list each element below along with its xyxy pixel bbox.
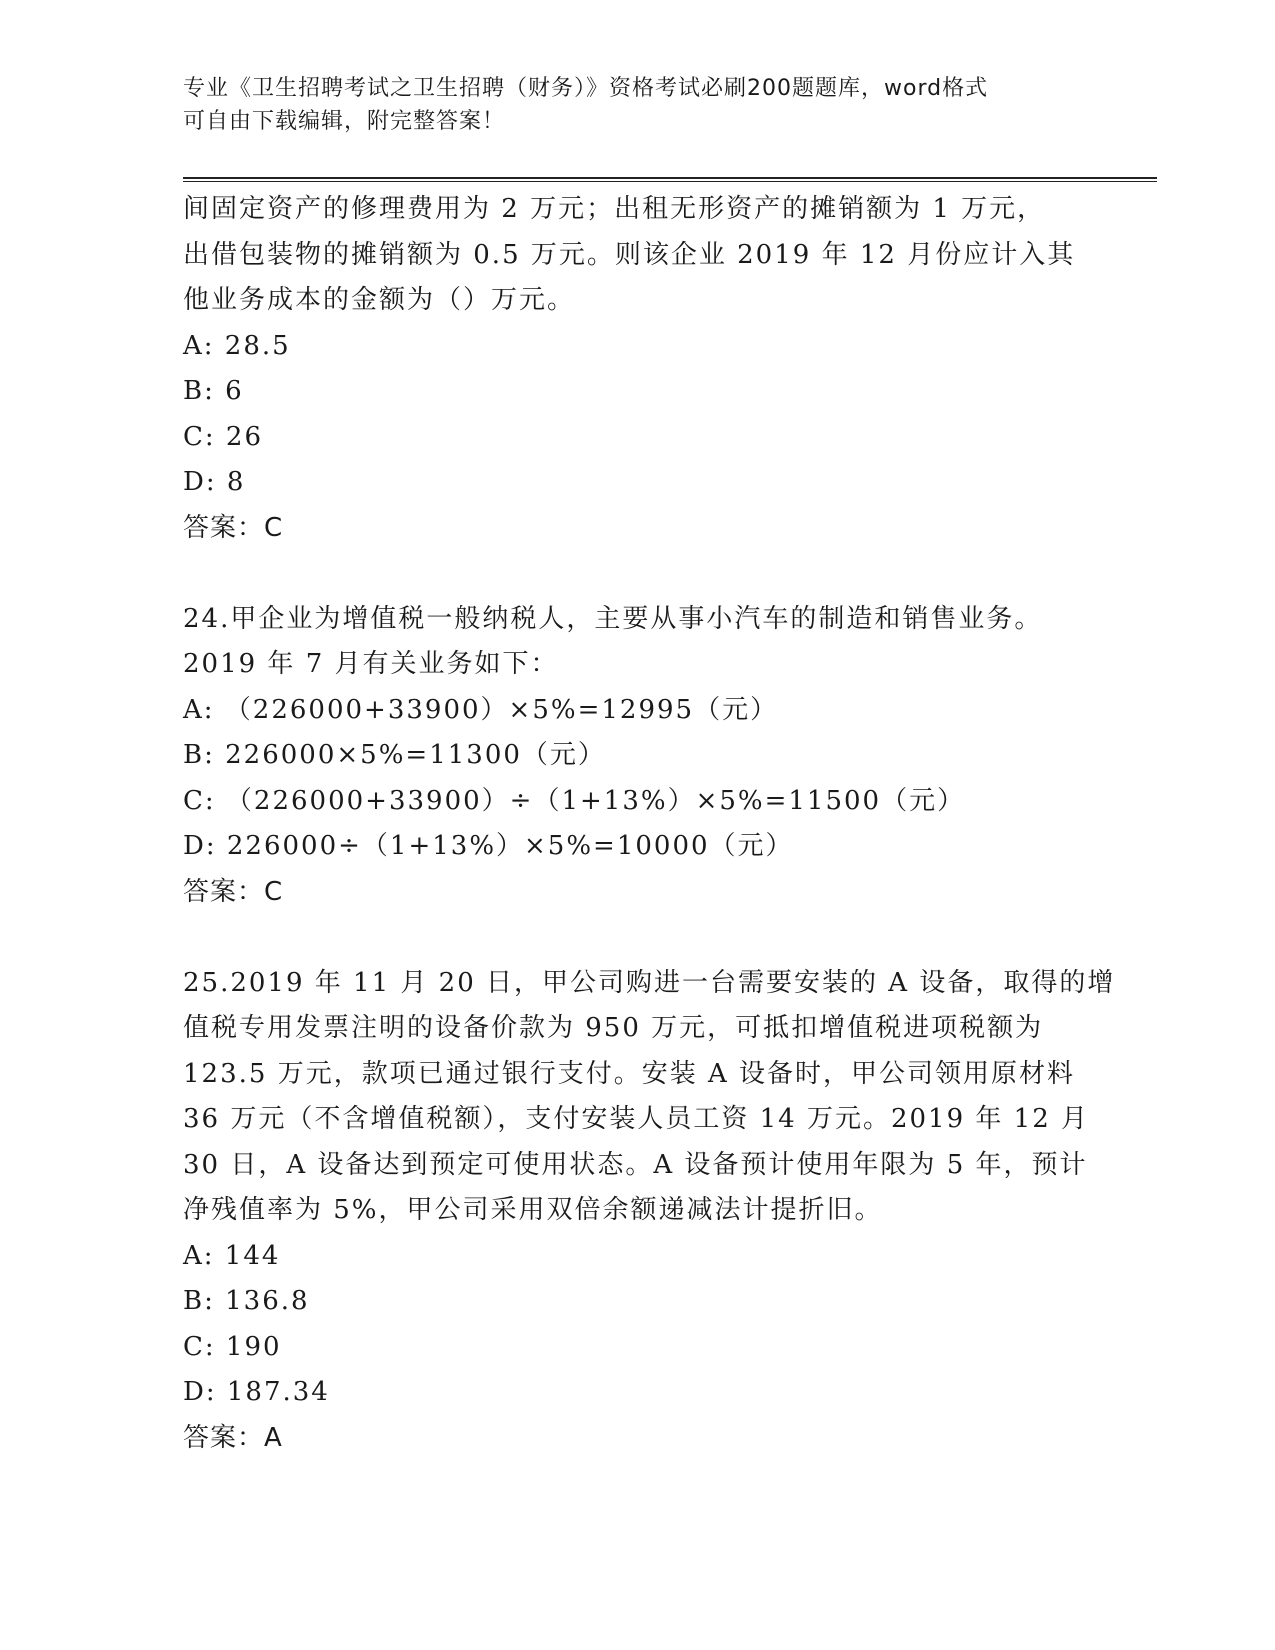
answer-line: 答案：C	[183, 512, 284, 543]
document-body	[183, 187, 1116, 1461]
question-text-line: 值税专用发票注明的设备价款为 950 万元，可抵扣增值税进项税额为	[183, 1013, 1044, 1043]
question-text-line: 25.2019 年 11 月 20 日，甲公司购进一台需要安装的 A 设备，取得的增	[183, 967, 1116, 998]
question-continuation	[183, 187, 1083, 551]
question-text-line: 出借包装物的摊销额为 0.5 万元。则该企业 2019 年 12 月份应计入其	[183, 239, 1076, 270]
question-text-line: 24.甲企业为增值税一般纳税人，主要从事小汽车的制造和销售业务。	[183, 603, 1043, 634]
header-title-line-1: 专业《卫生招聘考试之卫生招聘（财务）》资格考试必刷200题题库，word格式	[183, 76, 989, 101]
option-b: B: 226000×5%=11300（元）	[183, 740, 606, 770]
option-a: A: 28.5	[183, 330, 291, 361]
question-text-line: 净残值率为 5%，甲公司采用双倍余额递减法计提折旧。	[183, 1195, 883, 1225]
answer-line: 答案：A	[183, 1422, 283, 1453]
question-25	[183, 961, 1116, 1462]
answer-line: 答案：C	[183, 876, 284, 907]
option-c: C: 190	[183, 1331, 282, 1362]
question-text-line: 123.5 万元，款项已通过银行支付。安装 A 设备时，甲公司领用原材料	[183, 1058, 1076, 1089]
question-text-line: 间固定资产的修理费用为 2 万元；出租无形资产的摊销额为 1 万元，	[183, 194, 1046, 224]
option-d: D: 226000÷（1+13%）×5%=10000（元）	[183, 831, 794, 861]
option-b: B: 6	[183, 376, 244, 406]
question-text-line: 30 日，A 设备达到预定可使用状态。A 设备预计使用年限为 5 年，预计	[183, 1149, 1088, 1180]
header-title-line-2: 可自由下载编辑，附完整答案！	[183, 109, 506, 134]
header-divider	[183, 177, 1157, 182]
question-spacer	[183, 551, 1083, 597]
question-spacer	[183, 915, 1083, 961]
document-header	[183, 72, 1063, 138]
option-c: C: （226000+33900）÷（1+13%）×5%=11500（元）	[183, 785, 966, 816]
option-a: A: 144	[183, 1240, 281, 1271]
option-b: B: 136.8	[183, 1286, 310, 1316]
question-text-line: 36 万元（不含增值税额），支付安装人员工资 14 万元。2019 年 12 月	[183, 1104, 1090, 1134]
option-a: A: （226000+33900）×5%=12995（元）	[183, 694, 779, 725]
question-text-line: 2019 年 7 月有关业务如下：	[183, 649, 559, 679]
option-d: D: 8	[183, 467, 246, 497]
question-24	[183, 597, 1083, 916]
question-text-line: 他业务成本的金额为（）万元。	[183, 285, 576, 315]
option-c: C: 26	[183, 421, 264, 452]
option-d: D: 187.34	[183, 1377, 330, 1407]
